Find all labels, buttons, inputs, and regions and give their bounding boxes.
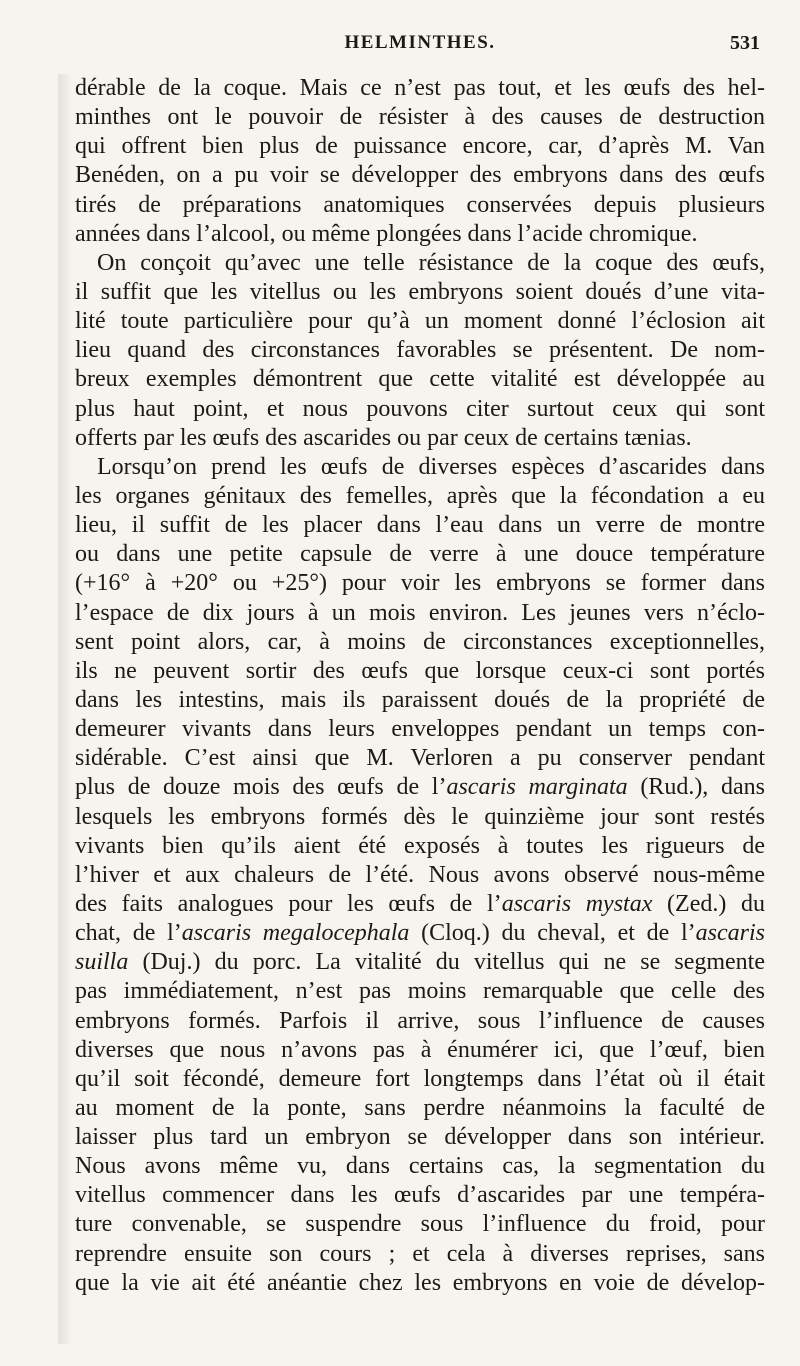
text-run: plus de douze mois des œufs de l’ <box>75 774 447 801</box>
running-head: HELMINTHES. <box>344 32 496 53</box>
text-line: sidérable. C’est ainsi que M. Verloren a pu conserver pendant <box>75 745 765 772</box>
text-line: offerts par les œufs des ascarides ou par ceux de certains tænias. <box>75 424 692 451</box>
italic-term: ascaris megalocephala <box>181 920 410 947</box>
text-line: sent point alors, car, à moins de circonstances exceptionnelles, <box>75 628 765 655</box>
text-line: qu’il soit fécondé, demeure fort longtemps dans l’état où il était <box>75 1065 765 1092</box>
text-line: breux exemples démontrent que cette vitalité est développée au <box>75 366 765 393</box>
text-line: plus haut point, et nous pouvons citer surtout ceux qui sont <box>75 395 765 422</box>
text-line: vitellus commencer dans les œufs d’ascarides par une tempéra- <box>75 1182 765 1209</box>
text-line: vivants bien qu’ils aient été exposés à toutes les rigueurs de <box>75 832 765 859</box>
italic-term: ascaris marginata <box>446 774 628 801</box>
body-text <box>75 74 765 1298</box>
text-line: années dans l’alcool, ou même plongées dans l’acide chromique. <box>75 220 698 247</box>
text-line: minthes ont le pouvoir de résister à des causes de destruction <box>75 104 765 131</box>
text-line: il suffit que les vitellus ou les embryons soient doués d’une vita- <box>75 278 765 305</box>
text-line: l’hiver et aux chaleurs de l’été. Nous avons observé nous-même <box>75 861 765 888</box>
text-line: les organes génitaux des femelles, après que la fécondation a eu <box>75 482 765 509</box>
text-line: lieu quand des circonstances favorables se présentent. De nom- <box>75 337 765 364</box>
text-line <box>75 890 765 919</box>
text-line: tirés de préparations anatomiques conservées depuis plusieurs <box>75 191 765 218</box>
text-line: ou dans une petite capsule de verre à une douce température <box>75 541 765 568</box>
text-line: demeurer vivants dans leurs enveloppes pendant un temps con- <box>75 716 765 743</box>
text-line: lité toute particulière pour qu’à un moment donné l’éclosion ait <box>75 308 765 335</box>
text-run: (Cloq.) du cheval, et de l’ <box>409 920 696 947</box>
text-line: laisser plus tard un embryon se développer dans son intérieur. <box>75 1124 765 1151</box>
text-line: Nous avons même vu, dans certains cas, la segmentation du <box>75 1153 765 1180</box>
page-number: 531 <box>730 32 760 54</box>
text-run: des faits analogues pour les œufs de l’ <box>75 890 502 917</box>
text-line: pas immédiatement, n’est pas moins remarquable que celle des <box>75 978 765 1005</box>
text-line: ils ne peuvent sortir des œufs que lorsque ceux-ci sont portés <box>75 657 765 684</box>
text-line: que la vie ait été anéantie chez les embryons en voie de dévelop- <box>75 1269 765 1296</box>
text-line: dérable de la coque. Mais ce n’est pas tout, et les œufs des hel- <box>75 75 765 101</box>
page-header <box>75 30 765 60</box>
italic-term: suilla <box>75 949 129 976</box>
italic-term: ascaris mystax <box>501 890 653 917</box>
text-line: lesquels les embryons formés dès le quinzième jour sont restés <box>75 803 765 830</box>
text-line <box>75 773 765 802</box>
text-line: embryons formés. Parfois il arrive, sous l’influence de causes <box>75 1007 765 1034</box>
text-run: (Zed.) du <box>652 890 765 917</box>
text-line: diverses que nous n’avons pas à énumérer ici, que l’œuf, bien <box>75 1036 765 1063</box>
text-line: ture convenable, se suspendre sous l’influence du froid, pour <box>75 1211 765 1238</box>
text-line: l’espace de dix jours à un mois environ. Les jeunes vers n’éclo- <box>75 599 765 626</box>
text-run: (Duj.) du porc. La vitalité du vitellus qui ne se segmente <box>128 949 765 976</box>
text-line: Benéden, on a pu voir se développer des embryons dans des œufs <box>75 162 765 189</box>
text-line: qui offrent bien plus de puissance encore, car, d’après M. Van <box>75 133 765 160</box>
text-run: (Rud.), dans <box>627 774 765 801</box>
margin-show-through <box>58 74 72 1344</box>
text-line: dans les intestins, mais ils paraissent doués de la propriété de <box>75 686 765 713</box>
italic-term: ascaris <box>695 920 765 947</box>
text-line: Lorsqu’on prend les œufs de diverses espèces d’ascarides dans <box>97 453 765 480</box>
text-line <box>75 919 765 948</box>
text-line: reprendre ensuite son cours ; et cela à diverses reprises, sans <box>75 1240 765 1267</box>
text-line: (+16° à +20° ou +25°) pour voir les embryons se former dans <box>75 570 765 597</box>
text-line: On conçoit qu’avec une telle résistance de la coque des œufs, <box>97 249 765 276</box>
text-line <box>75 948 765 977</box>
text-run: chat, de l’ <box>75 920 182 947</box>
text-line: lieu, il suffit de les placer dans l’eau dans un verre de montre <box>75 512 765 539</box>
text-line: au moment de la ponte, sans perdre néanmoins la faculté de <box>75 1094 765 1121</box>
